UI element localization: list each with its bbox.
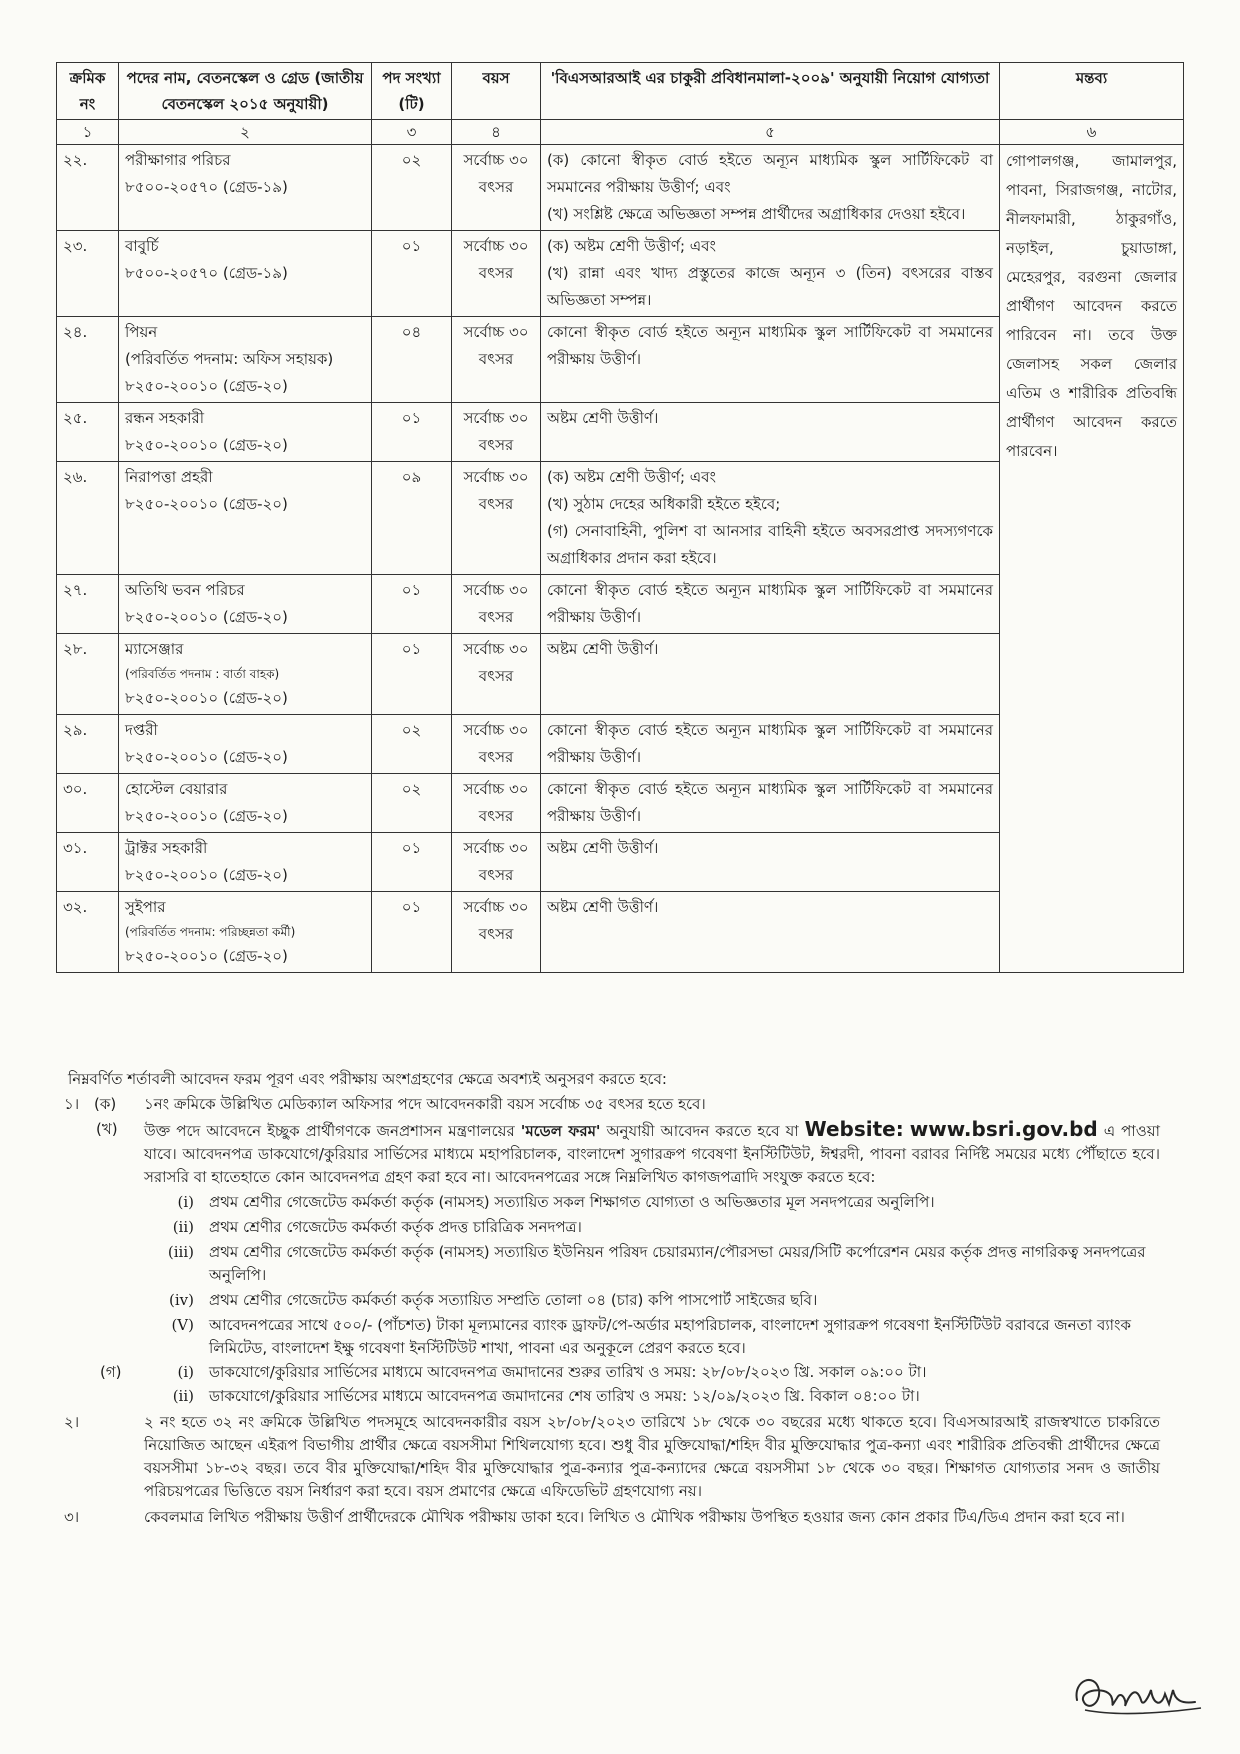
- qualification-cell: [541, 774, 1000, 833]
- roman-numeral: (ii): [172, 1218, 194, 1236]
- age-cell: সর্বোচ্চ ৩০ বৎসর: [452, 317, 541, 403]
- post-renamed-note: (পরিবর্তিত পদনাম: পরিচ্ছন্নতা কর্মী): [125, 925, 296, 939]
- count-cell: ০২: [372, 715, 452, 774]
- document-item-text: প্রথম শ্রেণীর গেজেটেড কর্মকর্তা কর্তৃক সত্যায়িত সম্প্রতি তোলা ০৪ (চার) কপি পাসপোর্ট সাইজের ছবি।: [209, 1291, 818, 1309]
- roman-numeral: (i): [177, 1363, 194, 1381]
- pay-scale: ৮৫০০-২০৫৭০ (গ্রেড-১৯): [125, 178, 288, 196]
- condition-1-ka: [64, 1093, 1160, 1116]
- post-cell: [119, 892, 372, 973]
- ka-text: ১নং ক্রমিকে উল্লিখিত মেডিক্যাল অফিসার পদে আবেদনকারী বয়স সর্বোচ্চ ৩৫ বৎসর হতে হবে।: [144, 1095, 706, 1113]
- serial-cell: ২৭.: [57, 575, 119, 634]
- conditions-section: [64, 1068, 1160, 1529]
- qualification-line: কোনো স্বীকৃত বোর্ড হইতে অন্যূন মাধ্যমিক স্কুল সার্টিফিকেট বা সমমানের পরীক্ষায় উত্তীর্ণ।: [547, 323, 993, 368]
- header-serial: ক্রমিক নং: [57, 63, 119, 120]
- kha-label: (খ): [96, 1120, 118, 1138]
- kha-text-c: এ পাওয়া যাবে। আবেদনপত্র ডাকযোগে/কুরিয়ার সার্ভিসের মাধ্যমে মহাপরিচালক, বাংলাদেশ সুগারক্রপ গবেষণা ইনস্টিটিউট, ঈশ্বরদী, পাবনা বরাবর নির্দিষ্ট সময়ের মধ্যে পৌঁছাতে হবে। সরাসরি বা হাতেহাতে কোন আবেদনপত্র গ্রহণ করা হবে না। আবেদনপত্রের সঙ্গে নিম্নলিখিত কাগজপত্রাদি সংযুক্ত করতে হবে:: [144, 1122, 1160, 1186]
- document-list-item: [64, 1191, 1160, 1214]
- pay-scale: ৮২৫০-২০০১০ (গ্রেড-২০): [125, 748, 288, 766]
- qualification-cell: [541, 145, 1000, 231]
- qualification-line: অষ্টম শ্রেণী উত্তীর্ণ।: [547, 409, 659, 427]
- qualification-line: কোনো স্বীকৃত বোর্ড হইতে অন্যূন মাধ্যমিক স্কুল সার্টিফিকেট বা সমমানের পরীক্ষায় উত্তীর্ণ।: [547, 780, 993, 825]
- column-number-row: [57, 120, 1184, 145]
- kha-text-b: অনুযায়ী আবেদন করতে হবে যা: [606, 1122, 799, 1140]
- post-cell: [119, 634, 372, 715]
- age-cell: সর্বোচ্চ ৩০ বৎসর: [452, 403, 541, 462]
- pay-scale: ৮২৫০-২০০১০ (গ্রেড-২০): [125, 608, 288, 626]
- qualification-line: কোনো স্বীকৃত বোর্ড হইতে অন্যূন মাধ্যমিক স্কুল সার্টিফিকেট বা সমমানের পরীক্ষায় উত্তীর্ণ।: [547, 721, 993, 766]
- qualification-line: কোনো স্বীকৃত বোর্ড হইতে অন্যূন মাধ্যমিক স্কুল সার্টিফিকেট বা সমমানের পরীক্ষায় উত্তীর্ণ।: [547, 581, 993, 626]
- post-cell: [119, 715, 372, 774]
- qualification-line: অষ্টম শ্রেণী উত্তীর্ণ।: [547, 640, 659, 658]
- age-cell: সর্বোচ্চ ৩০ বৎসর: [452, 634, 541, 715]
- date-list-item: [64, 1361, 1160, 1384]
- col-number: ৩: [372, 120, 452, 145]
- pay-scale: ৮২৫০-২০০১০ (গ্রেড-২০): [125, 807, 288, 825]
- ga-label: (গ): [100, 1363, 122, 1381]
- pay-scale: ৮২৫০-২০০১০ (গ্রেড-২০): [125, 436, 288, 454]
- conditions-intro: নিম্নবর্ণিত শর্তাবলী আবেদন ফরম পূরণ এবং পরীক্ষায় অংশগ্রহণের ক্ষেত্রে অবশ্যই অনুসরণ করতে হবে:: [68, 1070, 667, 1088]
- post-name: ট্রাক্টর সহকারী: [125, 839, 208, 857]
- qualification-cell: [541, 575, 1000, 634]
- qualification-line: (খ) সুঠাম দেহের অধিকারী হইতে হইবে;: [547, 495, 781, 513]
- post-name: পিয়ন: [125, 323, 158, 341]
- pay-scale: ৮২৫০-২০০১০ (গ্রেড-২০): [125, 689, 288, 707]
- post-name: হোস্টেল বেয়ারার: [125, 780, 228, 798]
- document-item-text: প্রথম শ্রেণীর গেজেটেড কর্মকর্তা কর্তৃক প্রদত্ত চারিত্রিক সনদপত্র।: [209, 1218, 582, 1236]
- header-post: পদের নাম, বেতনস্কেল ও গ্রেড (জাতীয় বেতনস্কেল ২০১৫ অনুযায়ী): [119, 63, 372, 120]
- serial-cell: ২৪.: [57, 317, 119, 403]
- age-cell: সর্বোচ্চ ৩০ বৎসর: [452, 231, 541, 317]
- serial-cell: ৩১.: [57, 833, 119, 892]
- table-header-row: [57, 63, 1184, 120]
- serial-cell: ৩০.: [57, 774, 119, 833]
- serial-cell: ২৬.: [57, 462, 119, 575]
- age-cell: সর্বোচ্চ ৩০ বৎসর: [452, 575, 541, 634]
- condition-1: [64, 1093, 1160, 1408]
- date-list-item: [64, 1385, 1160, 1408]
- age-cell: সর্বোচ্চ ৩০ বৎসর: [452, 892, 541, 973]
- age-cell: সর্বোচ্চ ৩০ বৎসর: [452, 145, 541, 231]
- condition-3: [64, 1506, 1160, 1529]
- count-cell: ০১: [372, 634, 452, 715]
- qualification-cell: [541, 715, 1000, 774]
- qualification-line: (গ) সেনাবাহিনী, পুলিশ বা আনসার বাহিনী হইতে অবসরপ্রাপ্ত সদস্যগণকে অগ্রাধিকার প্রদান করা হইবে।: [547, 522, 993, 567]
- post-renamed-note: (পরিবর্তিত পদনাম : বার্তা বাহক): [125, 667, 280, 681]
- count-cell: ০১: [372, 833, 452, 892]
- header-remarks: মন্তব্য: [1000, 63, 1184, 120]
- document-item-text: আবেদনপত্রের সাথে ৫০০/- (পাঁচশত) টাকা মূল্যমানের ব্যাংক ড্রাফট/পে-অর্ডার মহাপরিচালক, বাংলাদেশ সুগারক্রপ গবেষণা ইনস্টিটিউট বরাবরে জনতা ব্যাংক লিমিটেড, বাংলাদেশ ইক্ষু গবেষণা ইনস্টিটিউট শাখা, পাবনা এর অনুকূলে প্রেরণ করতে হবে।: [209, 1316, 1131, 1357]
- count-cell: ০৯: [372, 462, 452, 575]
- post-cell: [119, 231, 372, 317]
- recruitment-table: [56, 62, 1184, 973]
- post-cell: [119, 462, 372, 575]
- condition-number: ২।: [64, 1413, 80, 1431]
- date-item-text: ডাকযোগে/কুরিয়ার সার্ভিসের মাধ্যমে আবেদনপত্র জমাদানের শুরুর তারিখ ও সময়: ২৮/০৮/২০২৩ খ্রি. সকাল ০৯:০০ টা।: [209, 1363, 927, 1381]
- count-cell: ০১: [372, 575, 452, 634]
- post-name: বাবুর্চি: [125, 237, 159, 255]
- serial-cell: ২৮.: [57, 634, 119, 715]
- post-name: ম্যাসেঞ্জার: [125, 640, 184, 658]
- qualification-line: (ক) কোনো স্বীকৃত বোর্ড হইতে অন্যূন মাধ্যমিক স্কুল সার্টিফিকেট বা সমমানের পরীক্ষায় উত্তীর্ণ; এবং: [547, 151, 993, 196]
- kha-text-a: উক্ত পদে আবেদনে ইচ্ছুক প্রার্থীগণকে জনপ্রশাসন মন্ত্রণালয়ের: [144, 1122, 515, 1140]
- post-name: দপ্তরী: [125, 721, 158, 739]
- condition-3-text: কেবলমাত্র লিখিত পরীক্ষায় উত্তীর্ণ প্রার্থীদেরকে মৌখিক পরীক্ষায় ডাকা হবে। লিখিত ও মৌখিক পরীক্ষায় উপস্থিত হওয়ার জন্য কোন প্রকার টিএ/ডিএ প্রদান করা হবে না।: [144, 1508, 1125, 1526]
- age-cell: সর্বোচ্চ ৩০ বৎসর: [452, 774, 541, 833]
- document-item-text: প্রথম শ্রেণীর গেজেটেড কর্মকর্তা কর্তৃক (নামসহ) সত্যায়িত ইউনিয়ন পরিষদ চেয়ারম্যান/পৌরসভা মেয়র/সিটি কর্পোরেশন মেয়র কর্তৃক প্রদত্ত নাগরিকত্ব সনদপত্রের অনুলিপি।: [209, 1243, 1146, 1284]
- pay-scale: ৮২৫০-২০০১০ (গ্রেড-২০): [125, 866, 288, 884]
- qualification-line: (ক) অষ্টম শ্রেণী উত্তীর্ণ; এবং: [547, 468, 716, 486]
- qualification-cell: [541, 462, 1000, 575]
- qualification-cell: [541, 231, 1000, 317]
- col-number: ৬: [1000, 120, 1184, 145]
- header-count: পদ সংখ্যা (টি): [372, 63, 452, 120]
- post-name: সুইপার: [125, 898, 166, 916]
- condition-1-ga: [64, 1361, 1160, 1408]
- count-cell: ০১: [372, 892, 452, 973]
- count-cell: ০২: [372, 774, 452, 833]
- post-cell: [119, 575, 372, 634]
- condition-number: ৩।: [64, 1508, 80, 1526]
- document-list-item: [64, 1216, 1160, 1239]
- col-number: ৫: [541, 120, 1000, 145]
- pay-scale: ৮২৫০-২০০১০ (গ্রেড-২০): [125, 377, 288, 395]
- header-qualification: 'বিএসআরআই এর চাকুরী প্রবিধানমালা-২০০৯' অনুযায়ী নিয়োগ যোগ্যতা: [541, 63, 1000, 120]
- pay-scale: ৮৫০০-২০৫৭০ (গ্রেড-১৯): [125, 264, 288, 282]
- col-number: ৪: [452, 120, 541, 145]
- date-item-text: ডাকযোগে/কুরিয়ার সার্ভিসের মাধ্যমে আবেদনপত্র জমাদানের শেষ তারিখ ও সময়: ১২/০৯/২০২৩ খ্রি. বিকাল ০৪:০০ টা।: [209, 1387, 920, 1405]
- remarks-cell: গোপালগঞ্জ, জামালপুর, পাবনা, সিরাজগঞ্জ, নাটোর, নীলফামারী, ঠাকুরগাঁও, নড়াইল, চুয়াডাঙ্গা, মেহেরপুর, বরগুনা জেলার প্রার্থীগণ আবেদন করতে পারিবেন না। তবে উক্ত জেলাসহ সকল জেলার এতিম ও শারীরিক প্রতিবন্ধি প্রার্থীগণ আবেদন করতে পারবেন।: [1000, 145, 1184, 973]
- roman-numeral: (iii): [167, 1243, 194, 1261]
- document-list-item: [64, 1314, 1160, 1360]
- signature: [1065, 1660, 1205, 1730]
- document-list-item: [64, 1241, 1160, 1287]
- roman-numeral: (V): [171, 1316, 194, 1334]
- condition-2: [64, 1411, 1160, 1503]
- serial-cell: ৩২.: [57, 892, 119, 973]
- post-renamed-note: (পরিবর্তিত পদনাম: অফিস সহায়ক): [125, 350, 334, 368]
- post-name: নিরাপত্তা প্রহরী: [125, 468, 213, 486]
- qualification-line: অষ্টম শ্রেণী উত্তীর্ণ।: [547, 898, 659, 916]
- qualification-cell: [541, 892, 1000, 973]
- condition-2-text: ২ নং হতে ৩২ নং ক্রমিকে উল্লিখিত পদসমূহে আবেদনকারীর বয়স ২৮/০৮/২০২৩ তারিখে ১৮ থেকে ৩০ বছরের মধ্যে থাকতে হবে। বিএসআরআই রাজস্বখাতে চাকরিতে নিয়োজিত আছেন এইরূপ বিভাগীয় প্রার্থীর ক্ষেত্রে বয়সসীমা শিথিলযোগ্য হবে। শুধু বীর মুক্তিযোদ্ধা/শহিদ বীর মুক্তিযোদ্ধার পুত্র-কন্যা এবং শারীরিক প্রতিবন্ধী প্রার্থীদের ক্ষেত্রে বয়সসীমা ১৮-৩২ বছর। তবে বীর মুক্তিযোদ্ধা/শহিদ বীর মুক্তিযোদ্ধার পুত্র-কন্যার পুত্র-কন্যাদের ক্ষেত্রে বয়সসীমা ১৮ থেকে ৩০ বছর। শিক্ষাগত যোগ্যতার সনদ ও জাতীয় পরিচয়পত্রের ভিত্তিতে বয়স নির্ধারণ করা হবে। বয়স প্রমাণের ক্ষেত্রে এফিডেভিট গ্রহণযোগ্য নয়।: [144, 1413, 1160, 1500]
- website-label: Website:: [804, 1117, 904, 1141]
- table-row: [57, 145, 1184, 231]
- count-cell: ০১: [372, 403, 452, 462]
- age-cell: সর্বোচ্চ ৩০ বৎসর: [452, 462, 541, 575]
- roman-numeral: (ii): [172, 1387, 194, 1405]
- pay-scale: ৮২৫০-২০০১০ (গ্রেড-২০): [125, 495, 288, 513]
- col-number: ১: [57, 120, 119, 145]
- qualification-line: (খ) সংশ্লিষ্ট ক্ষেত্রে অভিজ্ঞতা সম্পন্ন প্রার্থীদের অগ্রাধিকার দেওয়া হইবে।: [547, 205, 966, 223]
- document-item-text: প্রথম শ্রেণীর গেজেটেড কর্মকর্তা কর্তৃক (নামসহ) সত্যায়িত সকল শিক্ষাগত যোগ্যতা ও অভিজ্ঞতার মূল সনদপত্রের অনুলিপি।: [209, 1193, 935, 1211]
- post-cell: [119, 774, 372, 833]
- count-cell: ০১: [372, 231, 452, 317]
- post-name: পরীক্ষাগার পরিচর: [125, 151, 231, 169]
- count-cell: ০৪: [372, 317, 452, 403]
- serial-cell: ২৩.: [57, 231, 119, 317]
- post-cell: [119, 317, 372, 403]
- date-list: [64, 1361, 1160, 1408]
- serial-cell: ২৫.: [57, 403, 119, 462]
- col-number: ২: [119, 120, 372, 145]
- age-cell: সর্বোচ্চ ৩০ বৎসর: [452, 715, 541, 774]
- qualification-cell: [541, 403, 1000, 462]
- header-age: বয়স: [452, 63, 541, 120]
- post-name: অতিথি ভবন পরিচর: [125, 581, 245, 599]
- pay-scale: ৮২৫০-২০০১০ (গ্রেড-২০): [125, 947, 288, 965]
- roman-numeral: (iv): [169, 1291, 194, 1309]
- serial-cell: ২৯.: [57, 715, 119, 774]
- website-link[interactable]: www.bsri.gov.bd: [909, 1117, 1098, 1141]
- count-cell: ০২: [372, 145, 452, 231]
- qualification-line: (খ) রান্না এবং খাদ্য প্রস্তুতের কাজে অন্যূন ৩ (তিন) বৎসরের বাস্তব অভিজ্ঞতা সম্পন্ন।: [547, 264, 993, 309]
- document-list-item: [64, 1289, 1160, 1312]
- post-cell: [119, 403, 372, 462]
- condition-number: ১।: [64, 1095, 80, 1113]
- post-name: রন্ধন সহকারী: [125, 409, 205, 427]
- serial-cell: ২২.: [57, 145, 119, 231]
- post-cell: [119, 833, 372, 892]
- qualification-line: অষ্টম শ্রেণী উত্তীর্ণ।: [547, 839, 659, 857]
- age-cell: সর্বোচ্চ ৩০ বৎসর: [452, 833, 541, 892]
- qualification-line: (ক) অষ্টম শ্রেণী উত্তীর্ণ; এবং: [547, 237, 716, 255]
- qualification-cell: [541, 833, 1000, 892]
- signature-stroke: [1077, 1680, 1195, 1706]
- ka-label: (ক): [94, 1095, 117, 1113]
- qualification-cell: [541, 317, 1000, 403]
- roman-numeral: (i): [177, 1193, 194, 1211]
- post-cell: [119, 145, 372, 231]
- condition-1-kha: [64, 1118, 1160, 1189]
- qualification-cell: [541, 634, 1000, 715]
- signature-underline: [1085, 1708, 1201, 1714]
- document-list: [64, 1191, 1160, 1360]
- model-form-label: 'মডেল ফরম': [520, 1122, 601, 1140]
